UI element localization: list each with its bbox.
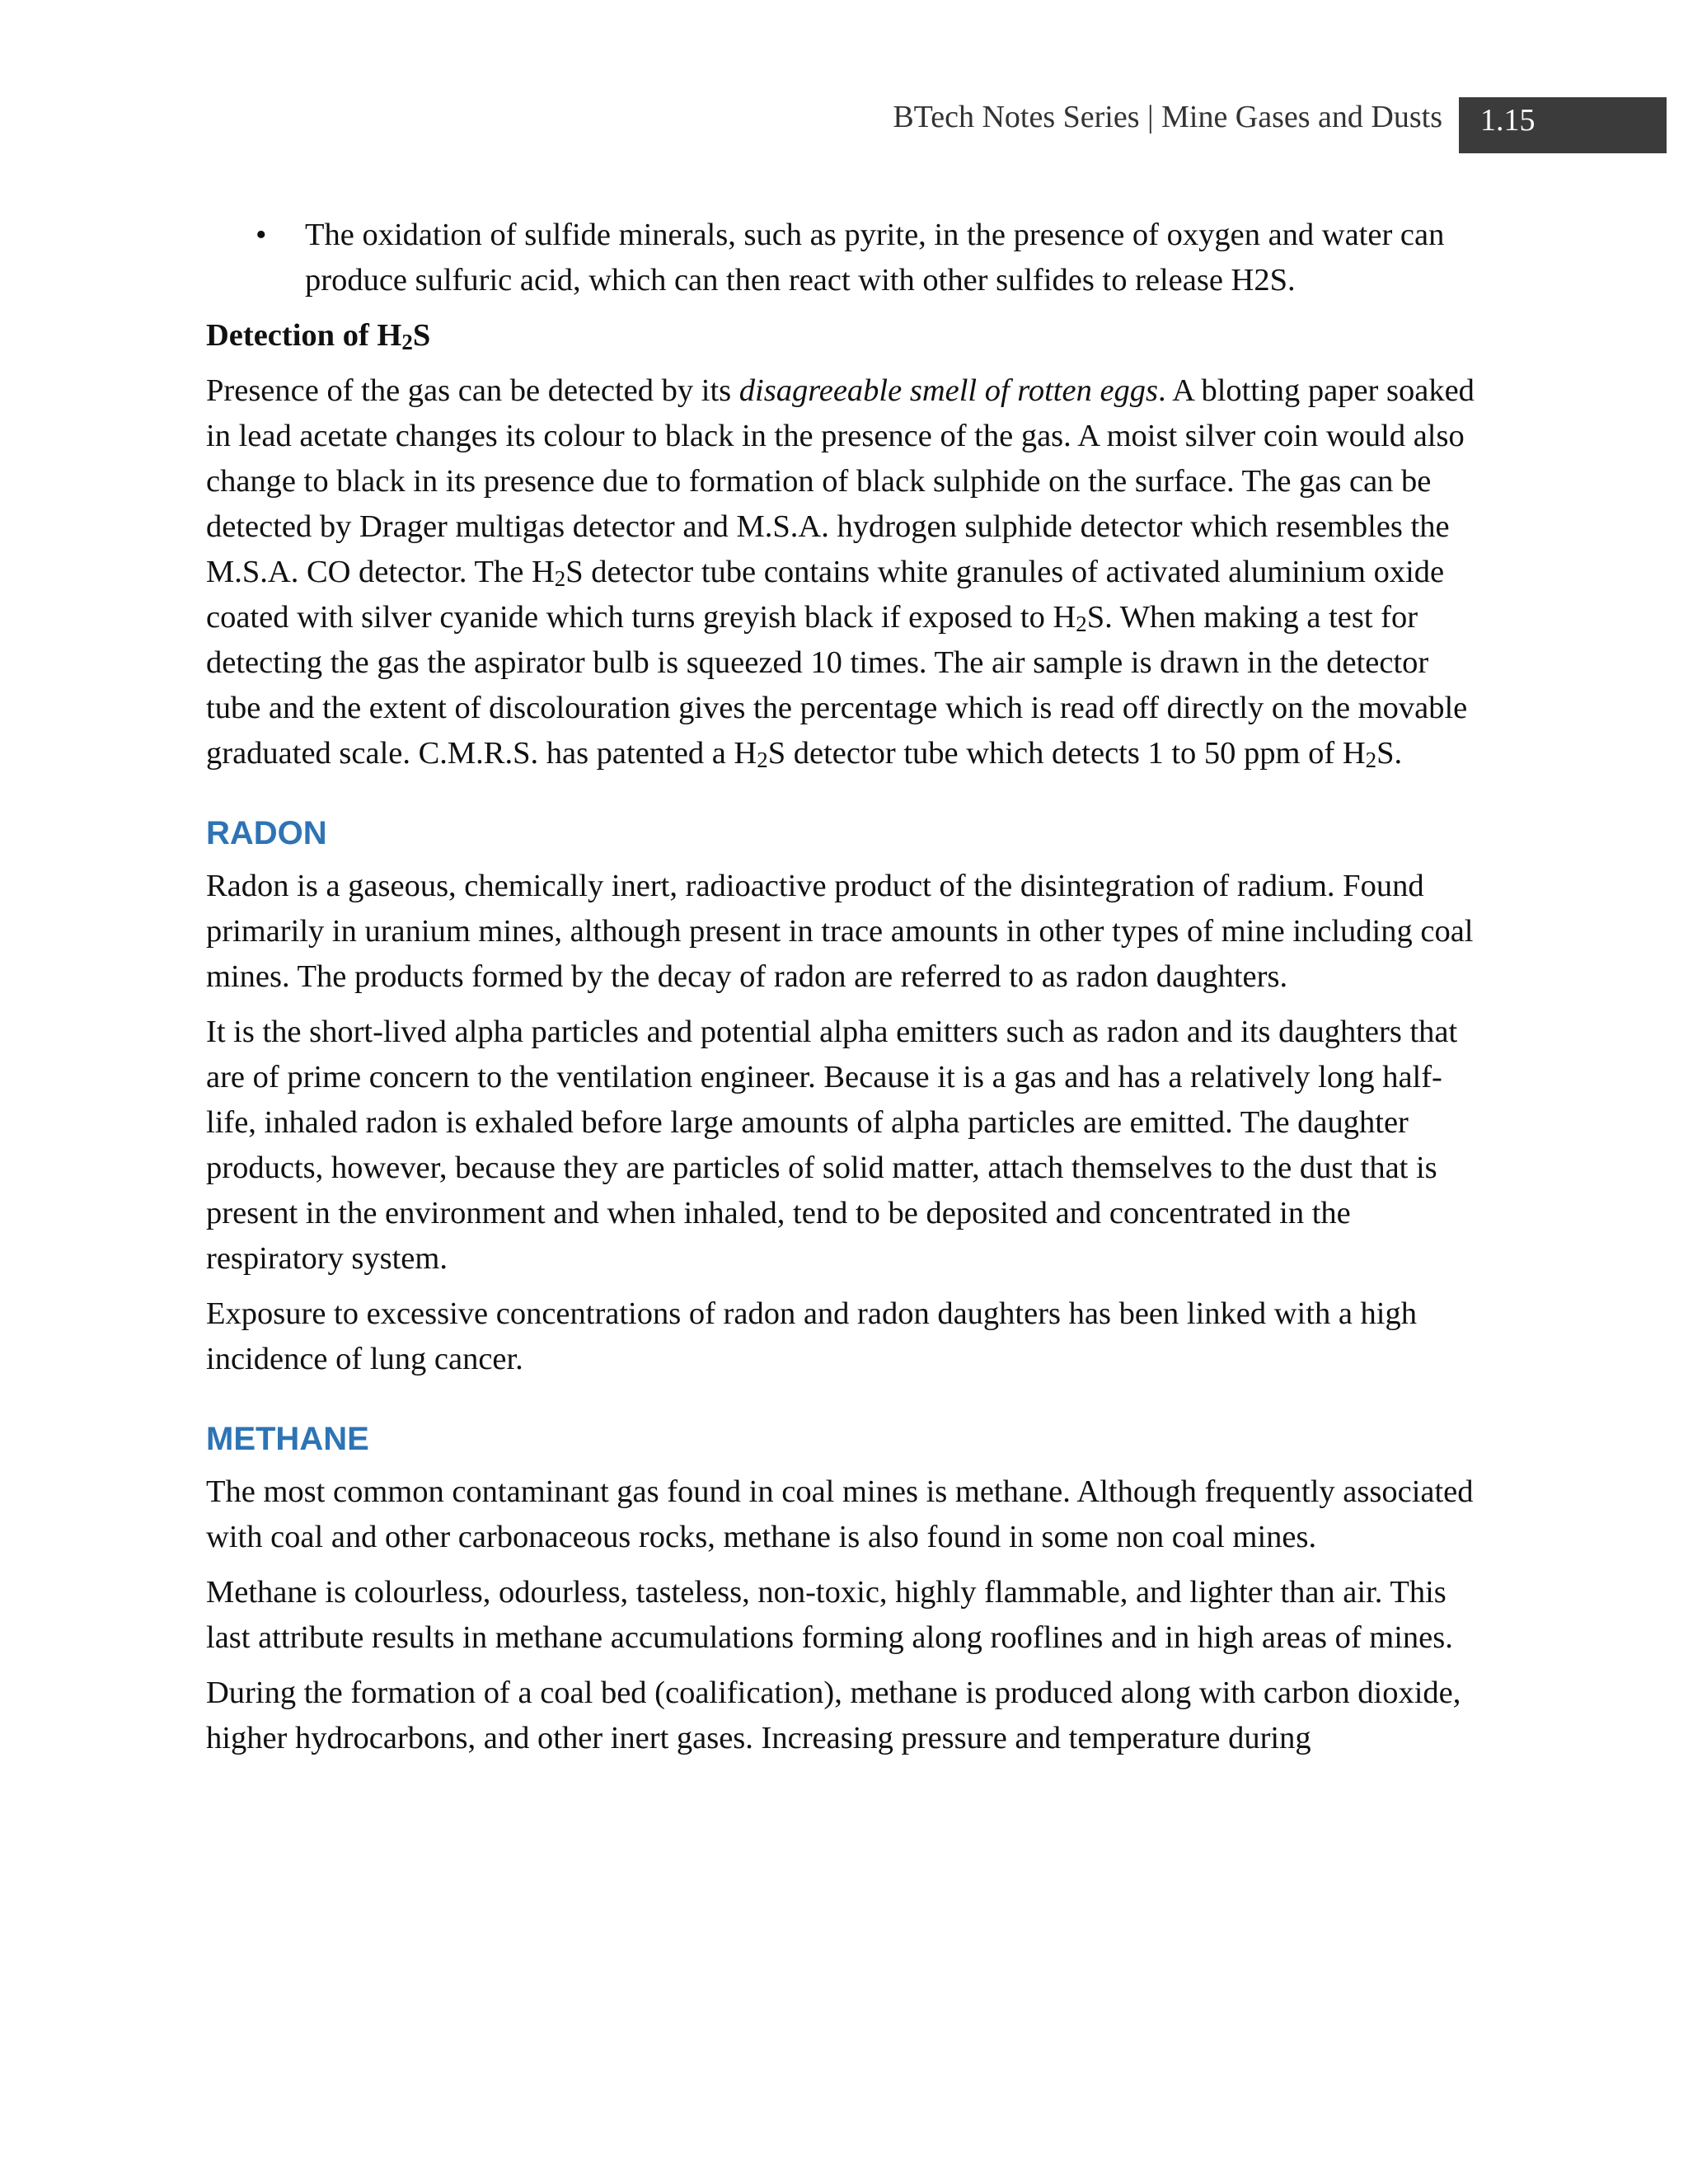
text-run: S detector tube contains white granules of activated aluminium oxide coated with silver cyanide which turns greyish black if exposed to H: [206, 555, 1445, 635]
methane-heading: METHANE: [206, 1421, 369, 1457]
subscript: 2: [757, 747, 768, 772]
page-body: [206, 213, 1475, 1761]
running-header-title: BTech Notes Series | Mine Gases and Dusts: [893, 100, 1442, 134]
page-number: 1.15: [1480, 103, 1536, 138]
text-run: . A blotting paper soaked in lead acetate changes its colour to black in the presence of the gas. A moist silver coin would also change to black in its presence due to formation of black sulphide on the surface. The gas can be detected by Drager multigas detector and M.S.A. hydrogen sulphide detector which resembles the M.S.A. CO detector. The H: [206, 373, 1475, 589]
text-run: S.: [1376, 736, 1403, 771]
detection-paragraph: [206, 368, 1475, 776]
radon-paragraph: Radon is a gaseous, chemically inert, radioactive product of the disintegration of radium. Found primarily in uranium mines, although present in trace amounts in other types of mine including coal mines. The products formed by the decay of radon are referred to as radon daughters.: [206, 869, 1474, 994]
list-item: [206, 213, 1475, 303]
subscript: 2: [1365, 747, 1377, 772]
subscript: 2: [554, 565, 566, 591]
radon-paragraph: Exposure to excessive concentrations of radon and radon daughters has been linked with a high incidence of lung cancer.: [206, 1296, 1417, 1376]
text-run: S. When making a test for detecting the gas the aspirator bulb is squeezed 10 times. The air sample is drawn in the detector tube and the extent of discolouration gives the percentage which is read off directly on the movable graduated scale. C.M.R.S. has patented a H: [206, 600, 1468, 771]
methane-paragraph: The most common contaminant gas found in coal mines is methane. Although frequently associated with coal and other carbonaceous rocks, methane is also found in some non coal mines.: [206, 1474, 1474, 1554]
intro-bullet-list: [206, 213, 1475, 303]
subscript: 2: [401, 329, 413, 354]
list-item-text: The oxidation of sulfide minerals, such as pyrite, in the presence of oxygen and water can produce sulfuric acid, which can then react with other sulfides to release H2S.: [305, 218, 1445, 298]
subscript: 2: [1076, 611, 1087, 636]
text-run: Presence of the gas can be detected by its: [206, 373, 739, 408]
methane-paragraph: During the formation of a coal bed (coalification), methane is produced along with carbon dioxide, higher hydrocarbons, and other inert gases. Increasing pressure and temperature during: [206, 1675, 1461, 1755]
radon-paragraph: It is the short-lived alpha particles and potential alpha emitters such as radon and its daughters that are of prime concern to the ventilation engineer. Because it is a gas and has a relatively long half-life, inhaled radon is exhaled before large amounts of alpha particles are emitted. The daughter products, however, because they are particles of solid matter, attach themselves to the dust that is present in the environment and when inhaled, tend to be deposited and concentrated in the respiratory system.: [206, 1015, 1458, 1276]
detection-heading-suffix: S: [412, 318, 431, 353]
bullet-icon: •: [256, 218, 267, 252]
radon-heading: RADON: [206, 815, 327, 851]
italic-phrase: disagreeable smell of rotten eggs: [738, 373, 1159, 408]
detection-heading: [206, 313, 1475, 359]
text-run: S detector tube which detects 1 to 50 ppm of H: [767, 736, 1366, 771]
detection-heading-prefix: Detection of H: [206, 318, 402, 353]
methane-paragraph: Methane is colourless, odourless, tasteless, non-toxic, highly flammable, and lighter than air. This last attribute results in methane accumulations forming along rooflines and in high areas of mines.: [206, 1575, 1453, 1655]
page-number-tab: [1459, 97, 1667, 153]
